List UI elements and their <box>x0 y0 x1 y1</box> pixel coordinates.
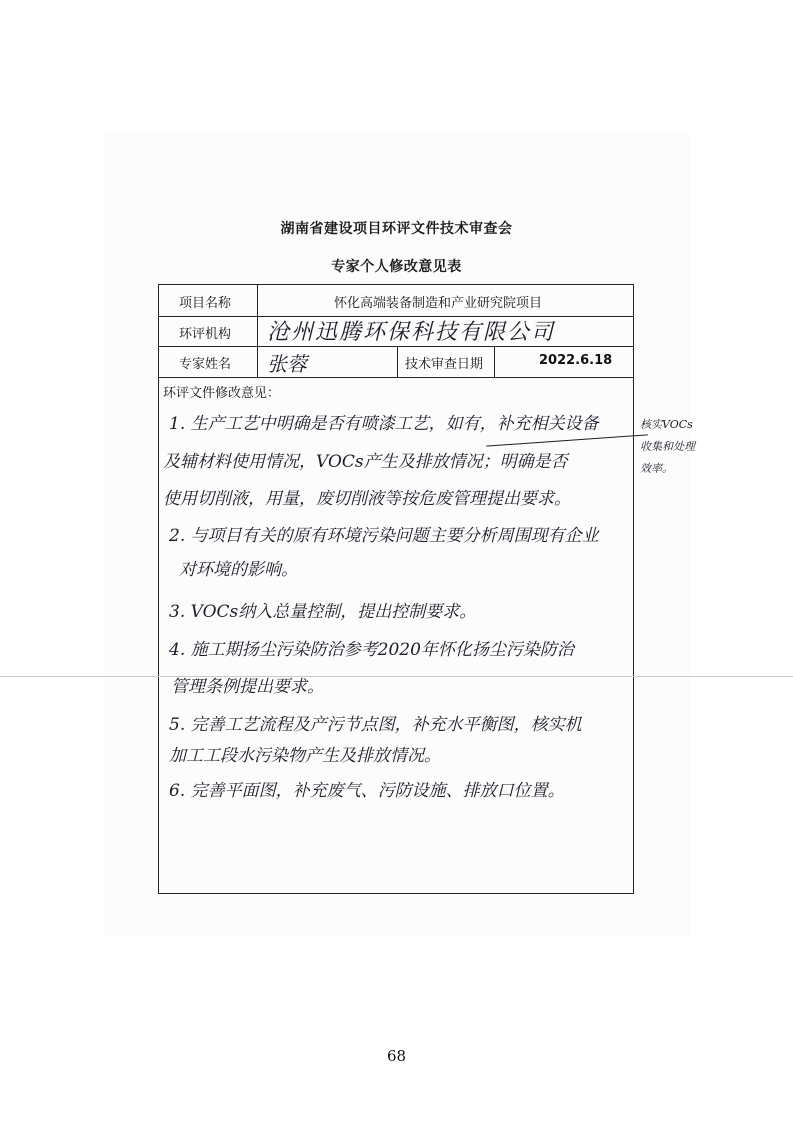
page-title: 湖南省建设项目环评文件技术审查会 <box>280 221 513 237</box>
project-name-label: 项目名称 <box>179 296 232 311</box>
review-date-label: 技术审查日期 <box>405 357 484 372</box>
comment-line: 4. 施工期扬尘污染防治参考2020年怀化扬尘污染防治 <box>169 640 574 660</box>
page-subtitle: 专家个人修改意见表 <box>331 259 462 275</box>
column-divider <box>494 346 495 377</box>
agency-value: 沧州迅腾环保科技有限公司 <box>267 320 556 345</box>
expert-name-label: 专家姓名 <box>179 357 232 372</box>
project-name-value: 怀化高端装备制造和产业研究院项目 <box>334 296 543 311</box>
column-divider <box>257 285 258 377</box>
margin-note <box>640 414 695 480</box>
comments-label: 环评文件修改意见： <box>163 386 281 401</box>
margin-note-line: 核实VOCs <box>640 418 693 431</box>
column-divider <box>397 346 398 377</box>
review-form <box>158 284 634 894</box>
comment-line: 5. 完善工艺流程及产污节点图，补充水平衡图，核实机 <box>169 715 582 735</box>
comment-line: 3. VOCs纳入总量控制，提出控制要求。 <box>169 602 477 622</box>
margin-note-line: 收集和处理 <box>640 440 695 453</box>
comment-line: 加工工段水污染物产生及排放情况。 <box>169 746 441 766</box>
comment-line: 及辅材料使用情况，VOCs产生及排放情况；明确是否 <box>163 452 568 472</box>
comment-line: 对环境的影响。 <box>179 560 298 580</box>
agency-label: 环评机构 <box>179 327 232 342</box>
comment-line: 6. 完善平面图，补充废气、污防设施、排放口位置。 <box>169 781 565 801</box>
expert-name-value: 张蓉 <box>267 352 307 376</box>
page-number: 68 <box>386 1047 407 1065</box>
row-divider <box>159 346 633 347</box>
comment-line: 2. 与项目有关的原有环境污染问题主要分析周围现有企业 <box>169 526 599 546</box>
comment-line: 使用切削液，用量，废切削液等按危废管理提出要求。 <box>163 489 571 509</box>
row-divider <box>159 377 633 378</box>
review-date-value: 2022.6.18 <box>539 353 613 368</box>
comment-line: 1. 生产工艺中明确是否有喷漆工艺，如有，补充相关设备 <box>169 414 599 434</box>
scan-fold-line <box>0 676 793 677</box>
comment-line: 管理条例提出要求。 <box>171 677 324 697</box>
margin-note-line: 效率。 <box>640 462 673 475</box>
